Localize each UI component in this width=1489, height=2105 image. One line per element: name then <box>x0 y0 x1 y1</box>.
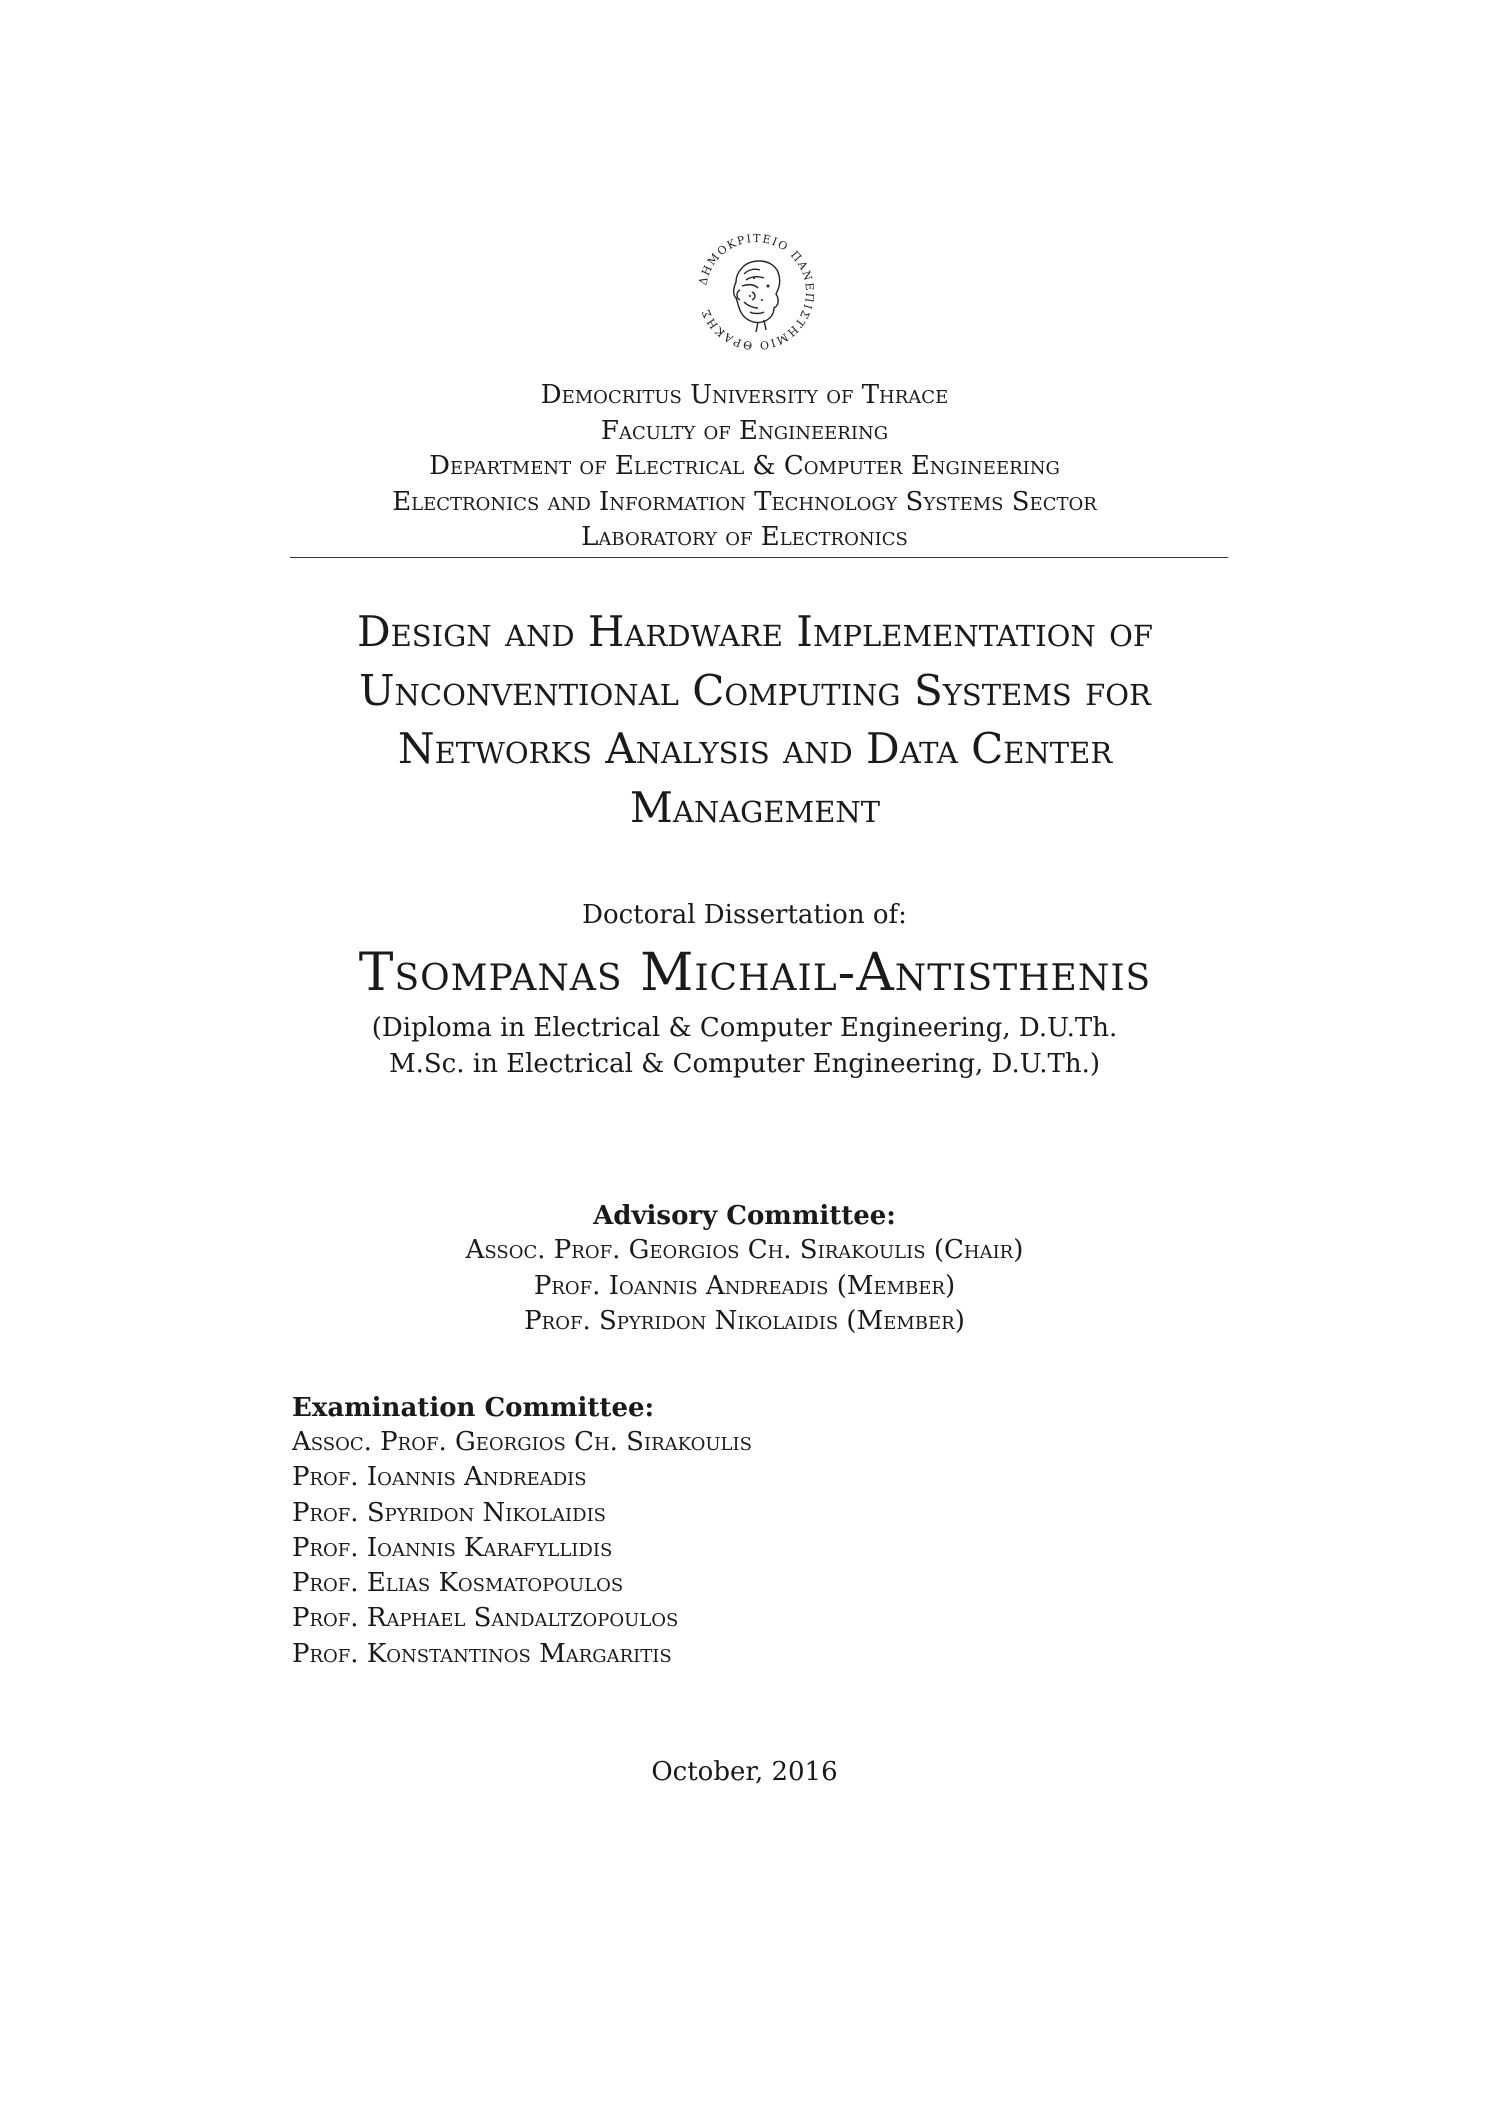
department-name: Department of Electrical & Computer Engineering <box>429 451 1060 481</box>
seal-text: ΔΗΜΟΚΡΙΤΕΙΟ ΠΑΝΕΠΙΣΤΗΜΙΟ ΘΡΑΚΗΣ <box>696 231 817 353</box>
title-line: Management <box>629 782 881 832</box>
submission-date: October, 2016 <box>651 1757 838 1787</box>
title-line: Unconventional Computing Systems for <box>359 665 1151 715</box>
svg-text:ΔΗΜΟΚΡΙΤΕΙΟ ΠΑΝΕΠΙΣΤΗΜΙΟ ΘΡΑΚΗ <box>696 232 816 352</box>
examination-member: Prof. Konstantinos Margaritis <box>292 1638 672 1669</box>
title-line: Design and Hardware Implementation of <box>356 607 1154 656</box>
degree-line: (Diploma in Electrical & Computer Engineering, D.U.Th. <box>371 1013 1118 1043</box>
advisory-member: Prof. Ioannis Andreadis (Member) <box>533 1270 956 1301</box>
dissertation-label: Doctoral Dissertation of: <box>582 900 907 930</box>
examination-member: Prof. Elias Kosmatopoulos <box>292 1568 624 1599</box>
author-degrees <box>290 1010 1199 1082</box>
university-seal-icon <box>692 228 820 356</box>
horizontal-rule <box>290 557 1228 558</box>
author-name: Tsompanas Michail-Antisthenis <box>358 943 1152 1003</box>
title-line: Networks Analysis and Data Center <box>397 724 1113 773</box>
examination-member: Assoc. Prof. Georgios Ch. Sirakoulis <box>292 1427 752 1457</box>
examination-member: Prof. Raphael Sandaltzopoulos <box>292 1603 679 1634</box>
sector-name: Electronics and Information Technology Systems Sector <box>392 486 1097 517</box>
advisory-committee-heading: Advisory Committee: <box>593 1201 896 1231</box>
laboratory-name: Laboratory of Electronics <box>581 522 908 552</box>
examination-member: Prof. Ioannis Karafyllidis <box>292 1532 613 1563</box>
examination-committee-heading: Examination Committee: <box>292 1393 655 1423</box>
advisory-member: Prof. Spyridon Nikolaidis (Member) <box>524 1306 965 1336</box>
advisory-committee-list <box>290 1233 1199 1340</box>
advisory-member: Assoc. Prof. Georgios Ch. Sirakoulis (Chair) <box>465 1235 1024 1265</box>
examination-member: Prof. Ioannis Andreadis <box>292 1462 587 1493</box>
faculty-name: Faculty of Engineering <box>600 415 889 446</box>
dissertation-title <box>270 603 1240 837</box>
institution-block <box>290 378 1199 556</box>
examination-member: Prof. Spyridon Nikolaidis <box>292 1497 607 1528</box>
examination-committee-list <box>292 1425 752 1672</box>
university-name: Democritus University of Thrace <box>540 380 949 410</box>
degree-line: M.Sc. in Electrical & Computer Engineering, D.U.Th.) <box>388 1049 1101 1079</box>
